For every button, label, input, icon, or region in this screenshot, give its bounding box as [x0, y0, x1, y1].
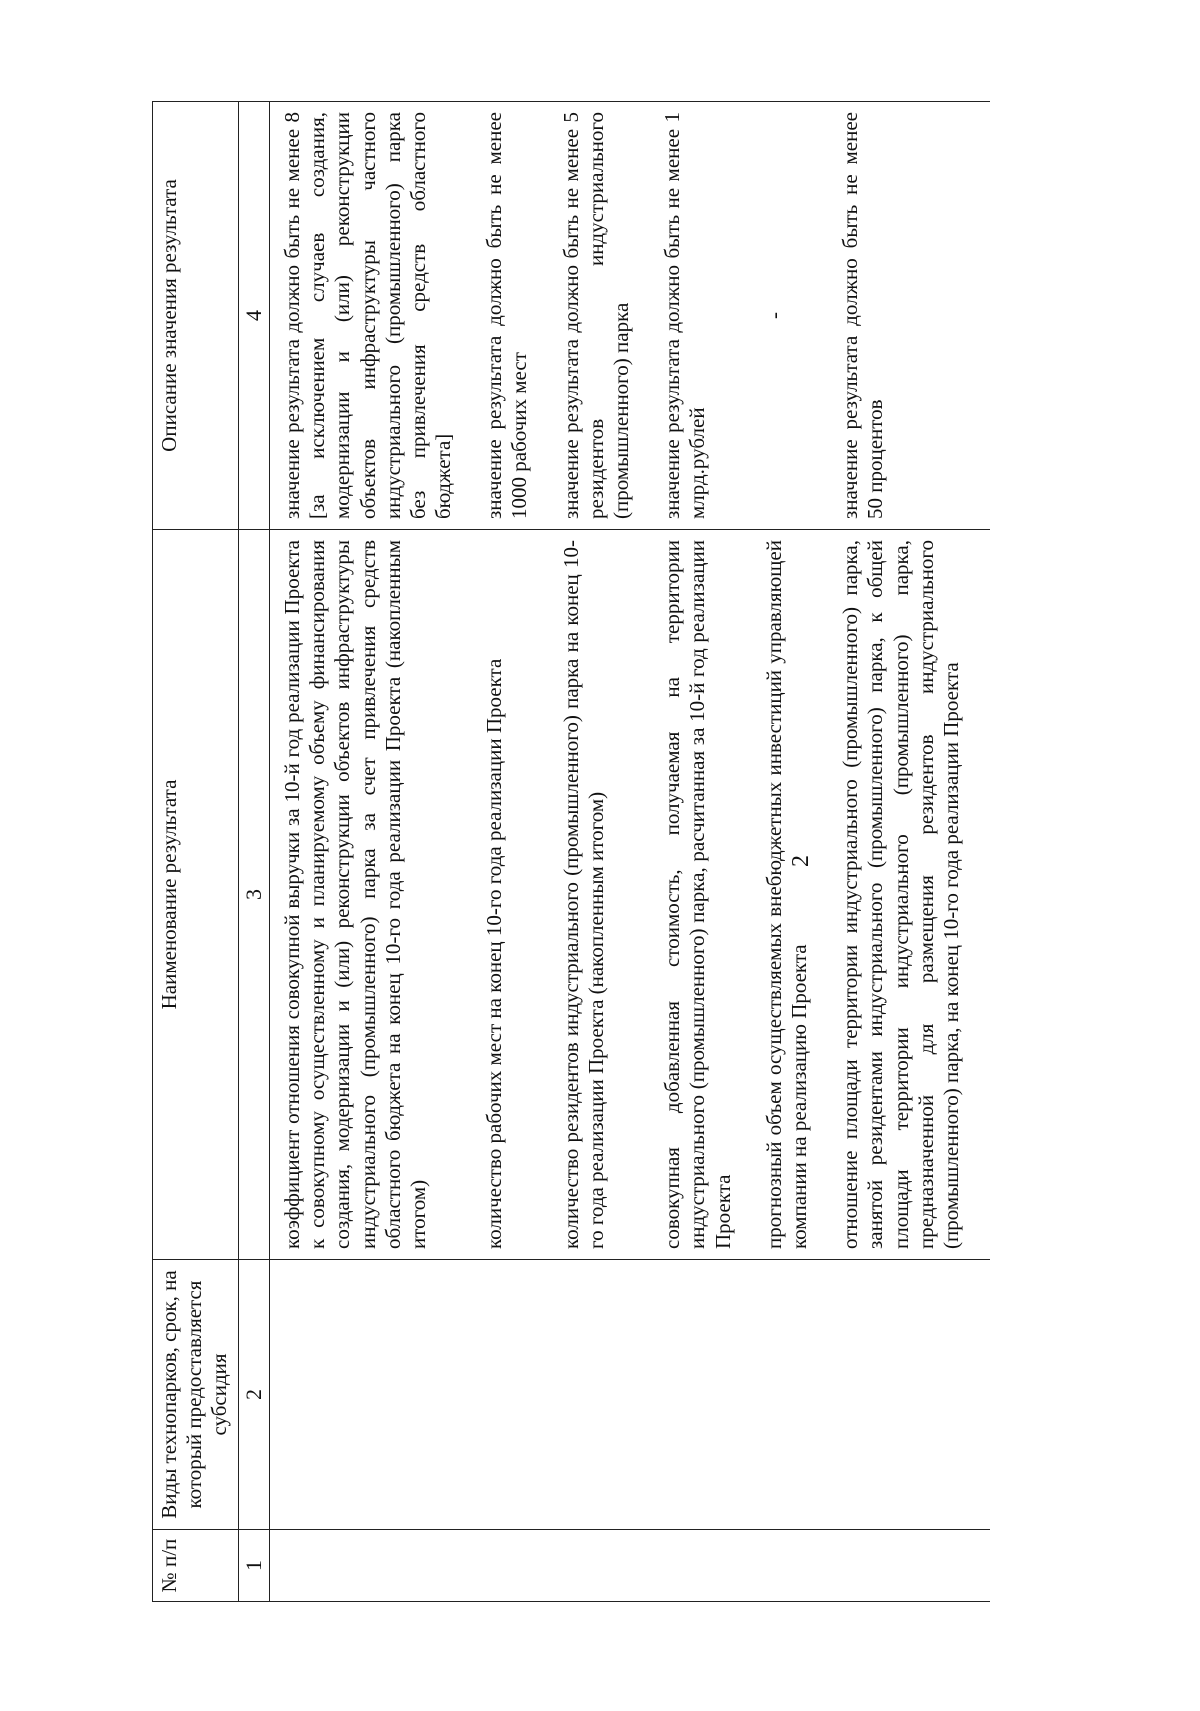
row-num: [762, 1530, 838, 1602]
column-number: 2: [238, 1260, 269, 1530]
row-park-type: [762, 1260, 838, 1530]
rotated-table-container: [152, 102, 1128, 1602]
table-row: [482, 102, 558, 1602]
column-number: 4: [238, 102, 269, 530]
table-header-row: [153, 102, 239, 1602]
table-row: [559, 102, 661, 1602]
header-result-description: Описание значения результата: [153, 102, 239, 530]
row-result-name: коэффициент отношения совокупной выручки за 10-й год реализации Проекта к совокупному осуществленному и планируемому объему финансирования создания, модернизации и (или) реконструкции объектов инфраструктуры индустриального (промышленного) парка за счет привлечения средств областного бюджета на конец 10-го года реализации Проекта (накопленным итогом): [269, 530, 482, 1260]
header-num: № п/п: [153, 1530, 239, 1602]
results-table: [152, 101, 990, 1602]
row-result-description: значение результата должно быть не менее 1000 рабочих мест: [482, 102, 558, 530]
row-num: [482, 1530, 558, 1602]
page-number: 2: [788, 855, 814, 867]
row-result-description: значение результата должно быть не менее 8 [за исключением случаев создания, модернизации и (или) реконструкции объектов инфраструктуры частного индустриального (промышленного) парка без привлечения средств областного бюджета]: [269, 102, 482, 530]
header-result-name: Наименование результата: [153, 530, 239, 1260]
row-num: [838, 1530, 990, 1602]
row-result-name: совокупная добавленная стоимость, получаемая на территории индустриального (промышленного) парка, расчитанная за 10-й год реализации Проекта: [660, 530, 762, 1260]
row-result-description: значение результата должно быть не менее 5 резидентов индустриального (промышленного) парка: [559, 102, 661, 530]
row-park-type: [559, 1260, 661, 1530]
row-result-description: значение результата должно быть не менее 1 млрд.рублей: [660, 102, 762, 530]
table-row: [660, 102, 762, 1602]
row-num: [660, 1530, 762, 1602]
column-number-row: [238, 102, 269, 1602]
column-number: 1: [238, 1530, 269, 1602]
table-row: [269, 102, 482, 1602]
row-result-description: -: [762, 102, 838, 530]
row-result-name: количество рабочих мест на конец 10-го года реализации Проекта: [482, 530, 558, 1260]
row-num: [269, 1530, 482, 1602]
row-park-type: [660, 1260, 762, 1530]
row-park-type: [482, 1260, 558, 1530]
row-result-name: прогнозный объем осуществляемых внебюджетных инвестиций управляющей компании на реализацию Проекта: [762, 530, 838, 1260]
column-number: 3: [238, 530, 269, 1260]
row-result-name: отношение площади территории индустриального (промышленного) парка, занятой резидентами индустриального (промышленного) парка, к общей площади территории индустриального (промышленного) парка, предназначенной для размещения резидентов индустриального (промышленного) парка, на конец 10-го года реализации Проекта: [838, 530, 990, 1260]
table-row: [762, 102, 838, 1602]
row-result-name: количество резидентов индустриального (промышленного) парка на конец 10-го года реализации Проекта (накопленным итогом): [559, 530, 661, 1260]
header-park-types: Виды технопарков, срок, на который предоставляется субсидия: [153, 1260, 239, 1530]
row-result-description: значение результата должно быть не менее 50 процентов: [838, 102, 990, 530]
row-park-type: [838, 1260, 990, 1530]
row-park-type: [269, 1260, 482, 1530]
table-row: [838, 102, 990, 1602]
row-num: [559, 1530, 661, 1602]
